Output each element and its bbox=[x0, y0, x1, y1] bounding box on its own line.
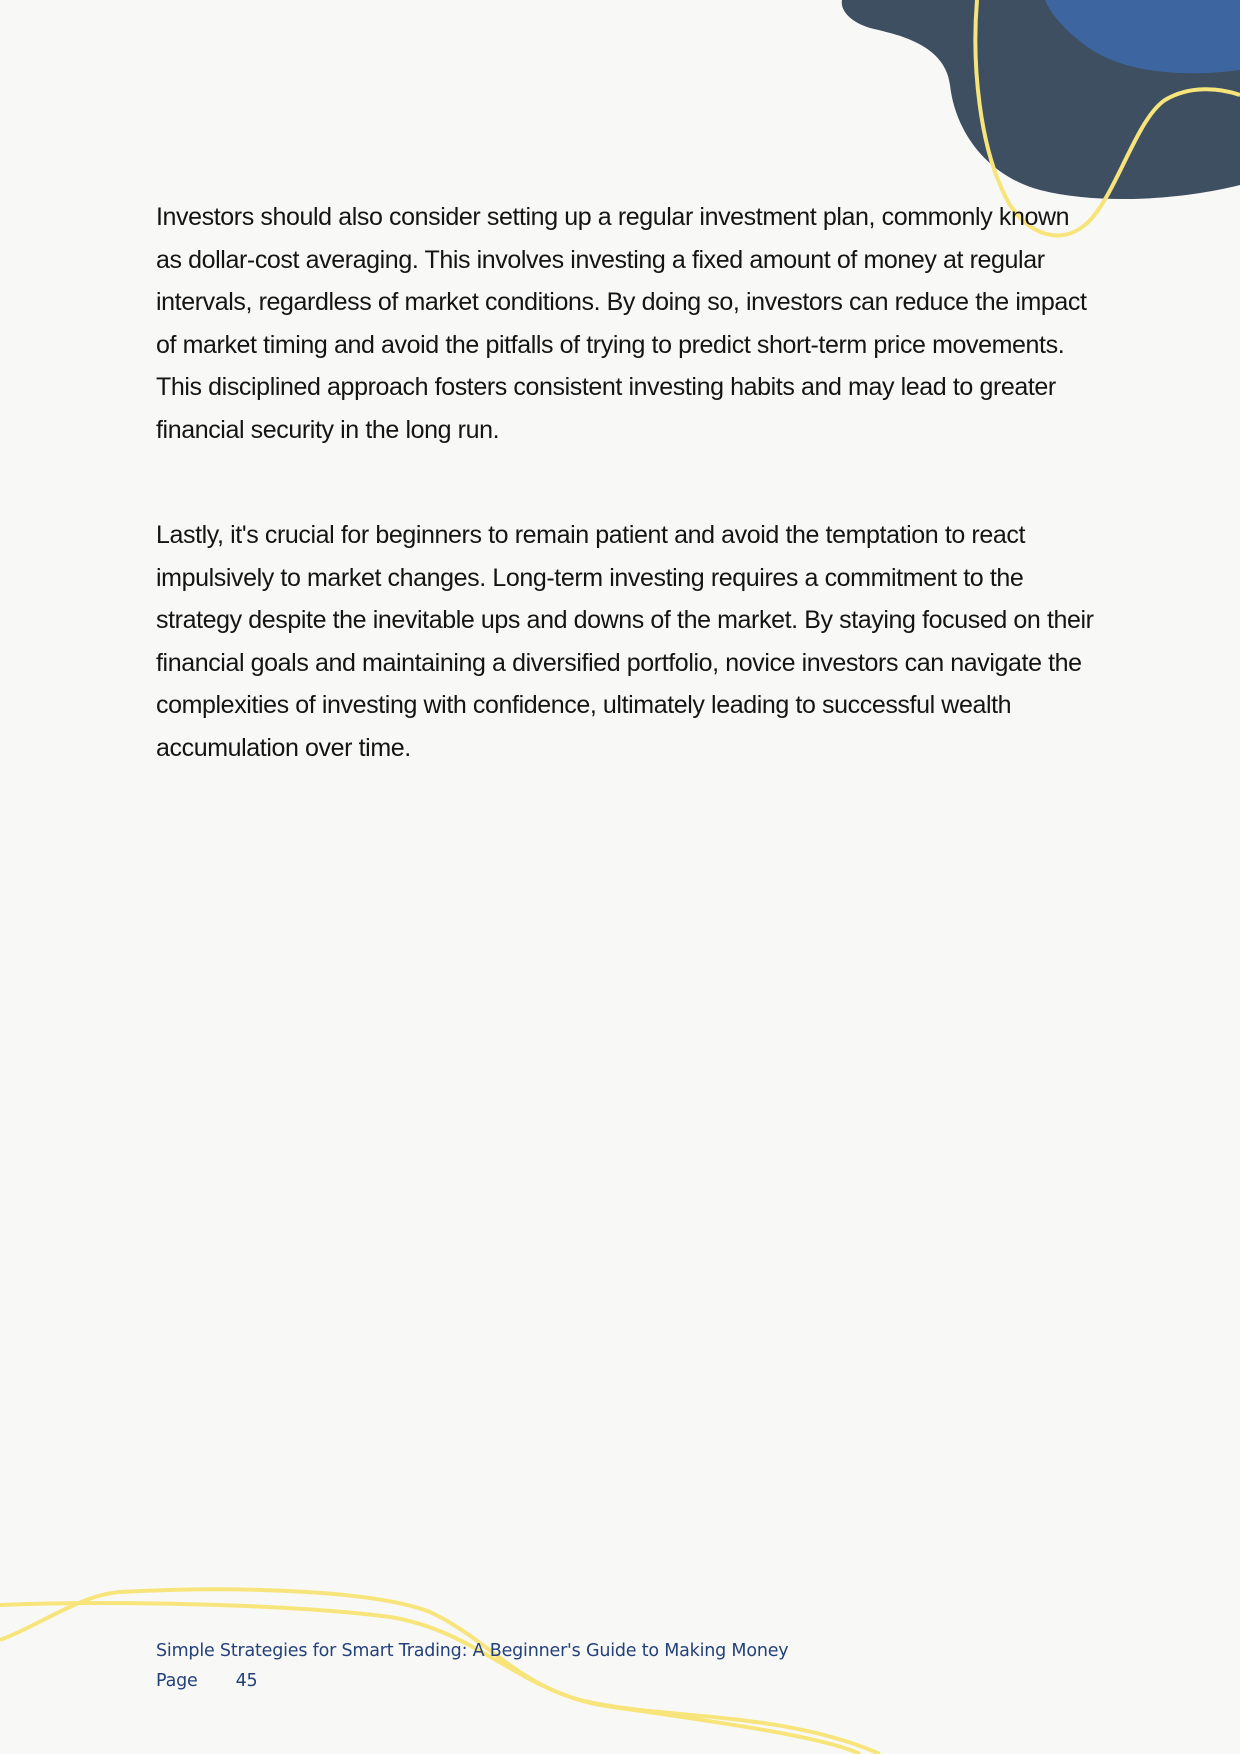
footer-page-number: 45 bbox=[235, 1671, 258, 1691]
paragraph-2: Lastly, it's crucial for beginners to remain patient and avoid the temptation to react impulsively to market changes. Long-term investing requires a commitment to the strategy despite the inevitable ups and downs of the market. By staying focused on their financial goals and maintaining a diversified portfolio, novice investors can navigate the complexities of investing with confidence, ultimately leading to successful wealth accumulation over time. bbox=[156, 521, 1094, 762]
footer-book-title: Simple Strategies for Smart Trading: A Beginner's Guide to Making Money bbox=[156, 1641, 789, 1661]
top-blob-blue bbox=[1045, 0, 1240, 73]
page-footer bbox=[156, 1636, 788, 1696]
body-text bbox=[156, 196, 1096, 832]
top-blob-dark bbox=[842, 0, 1240, 199]
footer-page-line bbox=[156, 1666, 788, 1696]
footer-page-label: Page bbox=[156, 1671, 198, 1691]
paragraph-1: Investors should also consider setting up a regular investment plan, commonly known as dollar-cost averaging. This involves investing a fixed amount of money at regular intervals, regardless of market conditions. By doing so, investors can reduce the impact of market timing and avoid the pitfalls of trying to predict short-term price movements. This disciplined approach fosters consistent investing habits and may lead to greater financial security in the long run. bbox=[156, 203, 1087, 444]
